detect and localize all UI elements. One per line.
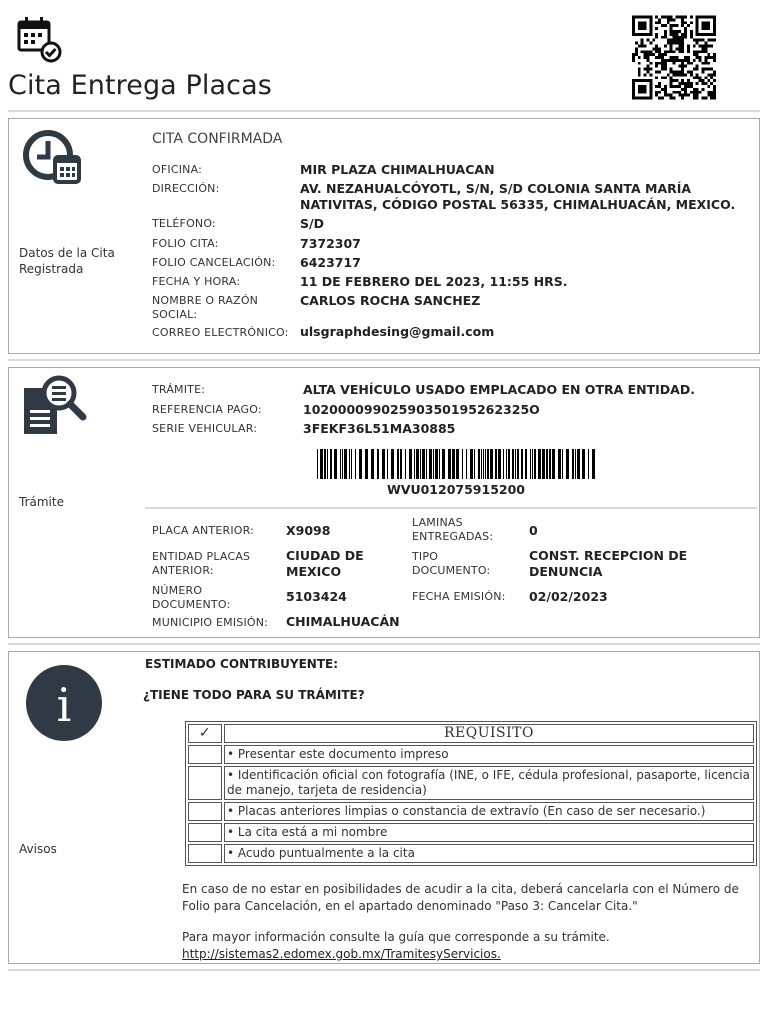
notices-section-label: Avisos — [19, 842, 57, 856]
date-time-label: FECHA Y HORA: — [152, 275, 241, 288]
section-divider — [8, 359, 760, 361]
vehicle-serial-label: SERIE VEHICULAR: — [152, 422, 258, 435]
cancel-folio-value: 6423717 — [300, 255, 361, 270]
table-row — [188, 844, 754, 863]
email-value: ulsgraphdesing@gmail.com — [300, 324, 495, 339]
procedures-link[interactable]: http://sistemas2.edomex.gob.mx/TramitesyServicios. — [182, 947, 501, 961]
requirement-checkbox[interactable] — [188, 802, 222, 821]
table-header-row — [188, 724, 754, 743]
procedure-value: ALTA VEHÍCULO USADO EMPLACADO EN OTRA ENTIDAD. — [303, 382, 695, 397]
previous-plate-state-label: ENTIDAD PLACAS ANTERIOR: — [152, 550, 251, 577]
name-value: CARLOS ROCHA SANCHEZ — [300, 293, 481, 308]
qr-code-icon — [632, 14, 716, 101]
section-divider — [8, 643, 760, 645]
table-row — [188, 802, 754, 821]
procedure-section-label: Trámite — [19, 495, 64, 509]
date-time-value: 11 DE FEBRERO DEL 2023, 11:55 HRS. — [300, 274, 568, 289]
procedure-panel — [8, 367, 760, 638]
check-column-header: ✓ — [188, 724, 222, 743]
document-type-value: CONST. RECEPCION DE DENUNCIA — [529, 548, 688, 579]
requirement-checkbox[interactable] — [188, 766, 222, 800]
barcode — [317, 449, 595, 479]
office-label: OFICINA: — [152, 163, 203, 176]
procedure-divider — [145, 507, 757, 509]
phone-label: TELÉFONO: — [152, 217, 216, 230]
footer-divider — [8, 969, 760, 971]
requirement-text: • Acudo puntualmente a la cita — [224, 844, 754, 863]
clock-calendar-icon — [21, 127, 83, 187]
document-number-value: 5103424 — [286, 589, 347, 604]
appointment-folio-label: FOLIO CITA: — [152, 237, 219, 250]
address-label: DIRECCIÓN: — [152, 182, 220, 195]
appointment-status: CITA CONFIRMADA — [152, 131, 283, 147]
previous-plate-label: PLACA ANTERIOR: — [152, 524, 255, 537]
question-text: ¿TIENE TODO PARA SU TRÁMITE? — [143, 688, 365, 702]
calendar-check-icon — [16, 14, 64, 64]
cancellation-notice: En caso de no estar en posibilidades de acudir a la cita, deberá cancelarla con el Número de Folio para Cancelación, en el apartado denominado "Paso 3: Cancelar Cita." — [182, 882, 739, 913]
appointment-panel — [8, 118, 760, 354]
issuing-municipality-value: CHIMALHUACÁN — [286, 614, 400, 629]
document-type-label: TIPO DOCUMENTO: — [412, 550, 491, 577]
payment-reference-value: 10200009902590350195262325O — [303, 402, 540, 417]
requirement-text: • Presentar este documento impreso — [224, 745, 754, 764]
procedure-label: TRÁMITE: — [152, 383, 206, 396]
requirement-checkbox[interactable] — [188, 844, 222, 863]
name-label: NOMBRE O RAZÓN SOCIAL: — [152, 294, 259, 321]
previous-plate-value: X9098 — [286, 523, 331, 538]
info-icon — [26, 665, 102, 741]
more-info-text: Para mayor información consulte la guía que corresponde a su trámite. — [182, 930, 610, 944]
issue-date-label: FECHA EMISIÓN: — [412, 590, 506, 603]
phone-value: S/D — [300, 216, 324, 231]
header-divider — [8, 110, 760, 112]
requirement-column-header: REQUISITO — [224, 724, 754, 743]
issue-date-value: 02/02/2023 — [529, 589, 608, 604]
plates-delivered-label: LAMINAS ENTREGADAS: — [412, 516, 494, 543]
table-row — [188, 766, 754, 800]
requirement-checkbox[interactable] — [188, 745, 222, 764]
barcode-number: WVU012075915200 — [387, 482, 525, 497]
document-search-icon — [21, 374, 87, 436]
requirement-text: • Placas anteriores limpias o constancia de extravío (En caso de ser necesario.) — [224, 802, 754, 821]
notices-panel — [8, 651, 760, 964]
address-value: AV. NEZAHUALCÓYOTL, S/N, S/D COLONIA SANTA MARÍA NATIVITAS, CÓDIGO POSTAL 56335, CHIMALHUACÁN, MEXICO. — [300, 181, 736, 212]
more-info-notice — [182, 929, 742, 963]
cancel-folio-label: FOLIO CANCELACIÓN: — [152, 256, 276, 269]
appointment-folio-value: 7372307 — [300, 236, 361, 251]
requirement-text: • La cita está a mi nombre — [224, 823, 754, 842]
greeting-text: ESTIMADO CONTRIBUYENTE: — [145, 657, 339, 671]
issuing-municipality-label: MUNICIPIO EMISIÓN: — [152, 616, 269, 629]
vehicle-serial-value: 3FEKF36L51MA30885 — [303, 421, 456, 436]
payment-reference-label: REFERENCIA PAGO: — [152, 403, 262, 416]
requirement-checkbox[interactable] — [188, 823, 222, 842]
requirements-table — [185, 721, 757, 866]
svg-text:i: i — [56, 678, 72, 732]
previous-plate-state-value: CIUDAD DE MEXICO — [286, 548, 364, 579]
document-number-label: NÚMERO DOCUMENTO: — [152, 584, 231, 611]
requirement-text: • Identificación oficial con fotografía (INE, o IFE, cédula profesional, pasaporte, licencia de manejo, tarjeta de residencia) — [224, 766, 754, 800]
table-row — [188, 745, 754, 764]
email-label: CORREO ELECTRÓNICO: — [152, 326, 289, 339]
plates-delivered-value: 0 — [529, 523, 538, 538]
table-row — [188, 823, 754, 842]
page-title: Cita Entrega Placas — [8, 70, 272, 101]
office-value: MIR PLAZA CHIMALHUACAN — [300, 162, 495, 177]
appointment-section-label: Datos de la Cita Registrada — [19, 246, 115, 276]
